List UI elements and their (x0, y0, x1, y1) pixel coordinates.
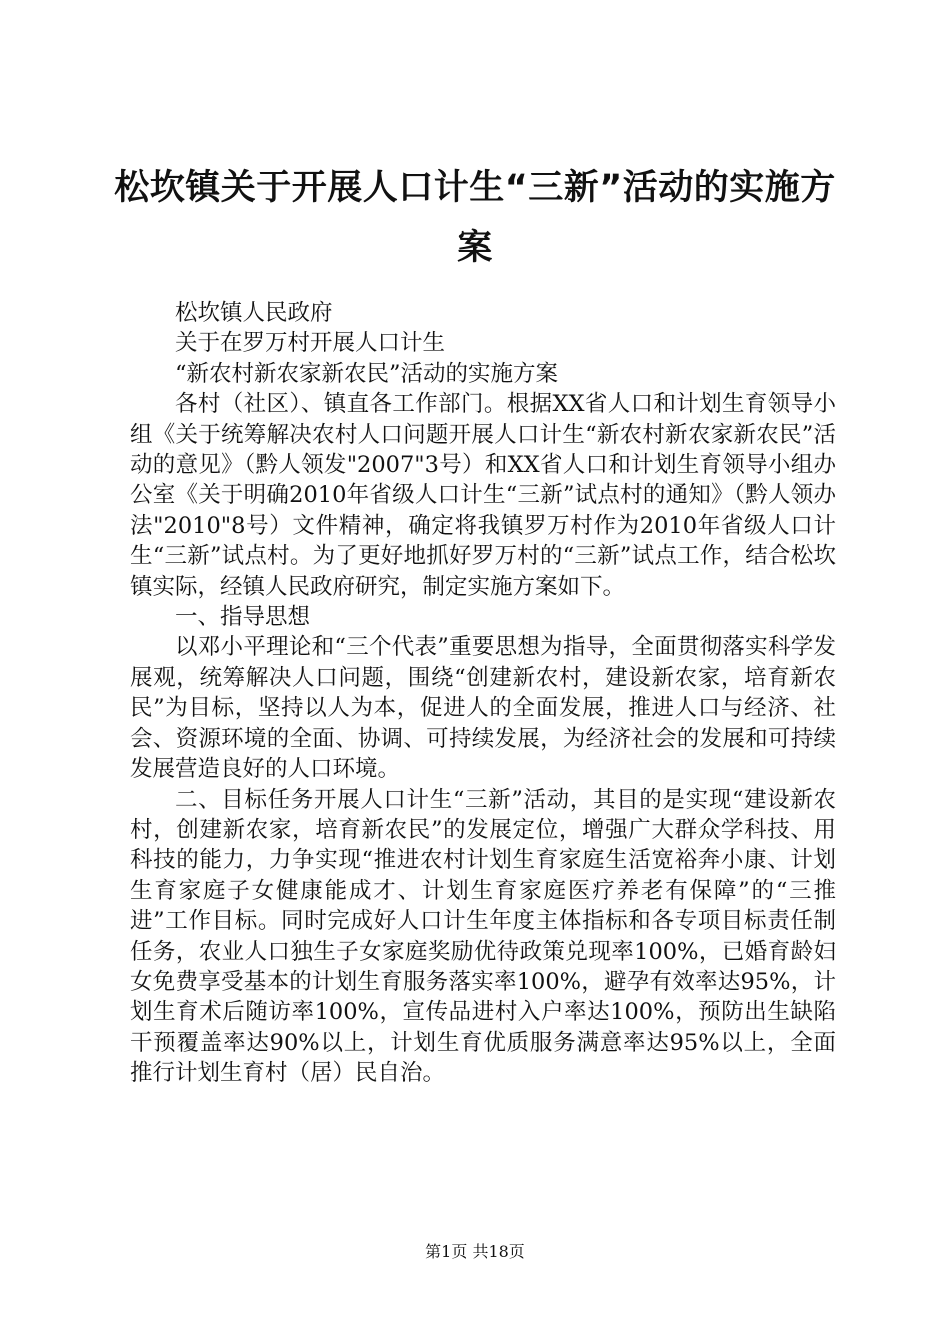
document-title: 松坎镇关于开展人口计生“三新”活动的实施方案 (114, 168, 836, 268)
guiding-thought-paragraph: 以邓小平理论和“三个代表”重要思想为指导，全面贯彻落实科学发展观，统筹解决人口问题，围绕“创建新农村，建设新农家，培育新农民”为目标，坚持以人为本，促进人的全面发展，推进人口与经济、社会、资源环境的全面、协调、可持续发展，为经济社会的发展和可持续发展营造良好的人口环境。 (130, 634, 836, 783)
issuer-line: 松坎镇人民政府 (175, 300, 333, 326)
subject-line-2: “新农村新农家新农民”活动的实施方案 (175, 360, 559, 387)
intro-paragraph: 各村（社区）、镇直各工作部门。根据XX省人口和计划生育领导小组《关于统筹解决农村人口问题开展人口计生“新农村新农家新农民”活动的意见》（黔人领发"2007"3号）和XX省人口和计划生育领导小组办公室《关于明确2010年省级人口计生“三新”试点村的通知》（黔人领办法"2010"8号）文件精神，确定将我镇罗万村作为2010年省级人口计生“三新”试点村。为了更好地抓好罗万村的“三新”试点工作，结合松坎镇实际，经镇人民政府研究，制定实施方案如下。 (130, 391, 836, 600)
page-number: 第1页 共18页 (425, 1242, 525, 1261)
section-heading-guiding-thought: 一、指导思想 (175, 604, 311, 631)
document-body (130, 298, 836, 1089)
goals-paragraph: 二、目标任务开展人口计生“三新”活动，其目的是实现“建设新农村，创建新农家，培育新农民”的发展定位，增强广大群众学科技、用科技的能力，力争实现“推进农村计划生育家庭生活宽裕奔小康、计划生育家庭子女健康能成才、计划生育家庭医疗养老有保障”的“三推进”工作目标。同时完成好人口计生年度主体指标和各专项目标责任制任务，农业人口独生子女家庭奖励优待政策兑现率100%，已婚育龄妇女免费享受基本的计划生育服务落实率100%，避孕有效率达95%，计划生育术后随访率100%，宣传品进村入户率达100%，预防出生缺陷干预覆盖率达90%以上，计划生育优质服务满意率达95%以上，全面推行计划生育村（居）民自治。 (130, 786, 836, 1087)
subject-line-1: 关于在罗万村开展人口计生 (175, 330, 446, 357)
